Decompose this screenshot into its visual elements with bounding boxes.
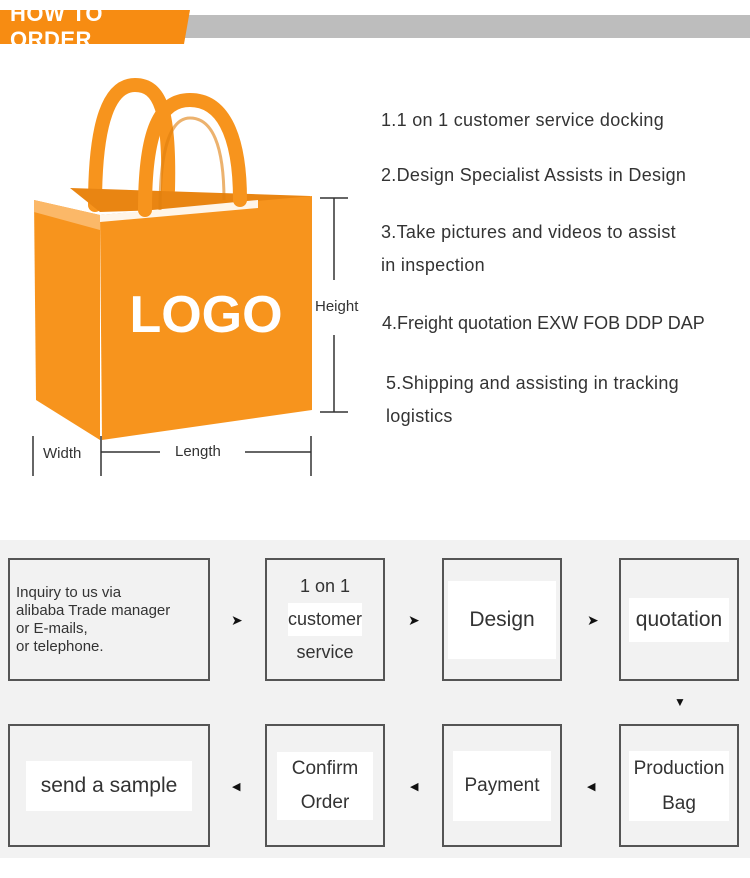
arrow-left-icon: ◀ <box>232 781 241 793</box>
header-divider-bar <box>183 15 750 38</box>
step-inquiry-line: alibaba Trade manager <box>16 601 171 619</box>
width-label: Width <box>43 445 82 462</box>
service-item-3-line-1: 3.Take pictures and videos to assist <box>381 222 676 242</box>
step-payment <box>442 724 562 847</box>
step-customer-service-line: customer <box>288 603 362 636</box>
service-item-1: 1.1 on 1 customer service docking <box>381 110 665 130</box>
step-design-label: Design <box>469 607 535 631</box>
length-label: Length <box>175 443 221 460</box>
step-inquiry-line: Inquiry to us via <box>16 583 122 601</box>
step-production-bag <box>619 724 739 847</box>
step-quotation <box>619 558 739 681</box>
step-customer-service-line: service <box>296 642 354 662</box>
step-quotation-label: quotation <box>635 607 723 631</box>
step-production-bag-line: Production <box>633 757 725 779</box>
step-send-sample-label: send a sample <box>40 773 178 797</box>
step-confirm-order <box>265 724 385 847</box>
step-confirm-order-line: Order <box>300 791 350 813</box>
service-item-3 <box>381 216 676 282</box>
step-customer-service-line: 1 on 1 <box>299 576 351 596</box>
step-production-bag-line: Bag <box>662 792 696 814</box>
step-payment-label: Payment <box>464 774 540 796</box>
step-inquiry-line: or telephone. <box>16 637 104 655</box>
arrow-right-icon: ➤ <box>587 612 599 628</box>
service-item-3-line-2: in inspection <box>381 255 485 275</box>
height-label: Height <box>315 298 359 315</box>
bag-logo-text: LOGO <box>129 286 283 344</box>
step-inquiry-line: or E-mails, <box>16 619 88 637</box>
step-send-sample <box>8 724 210 847</box>
arrow-left-icon: ◀ <box>410 781 419 793</box>
service-item-2: 2.Design Specialist Assists in Design <box>381 165 687 185</box>
arrow-right-icon: ➤ <box>408 612 420 628</box>
service-item-4: 4.Freight quotation EXW FOB DDP DAP <box>382 313 705 333</box>
service-item-5 <box>386 367 679 433</box>
arrow-left-icon: ◀ <box>587 781 596 793</box>
step-confirm-order-line: Confirm <box>291 757 359 779</box>
step-inquiry <box>8 558 210 681</box>
step-design <box>442 558 562 681</box>
arrow-down-icon: ▼ <box>674 695 686 709</box>
section-title: HOW TO ORDER <box>0 10 184 44</box>
shopping-bag-illustration <box>0 60 380 490</box>
step-customer-service <box>265 558 385 681</box>
arrow-right-icon: ➤ <box>231 612 243 628</box>
service-item-5-line-1: 5.Shipping and assisting in tracking <box>386 373 679 393</box>
service-item-5-line-2: logistics <box>386 406 453 426</box>
